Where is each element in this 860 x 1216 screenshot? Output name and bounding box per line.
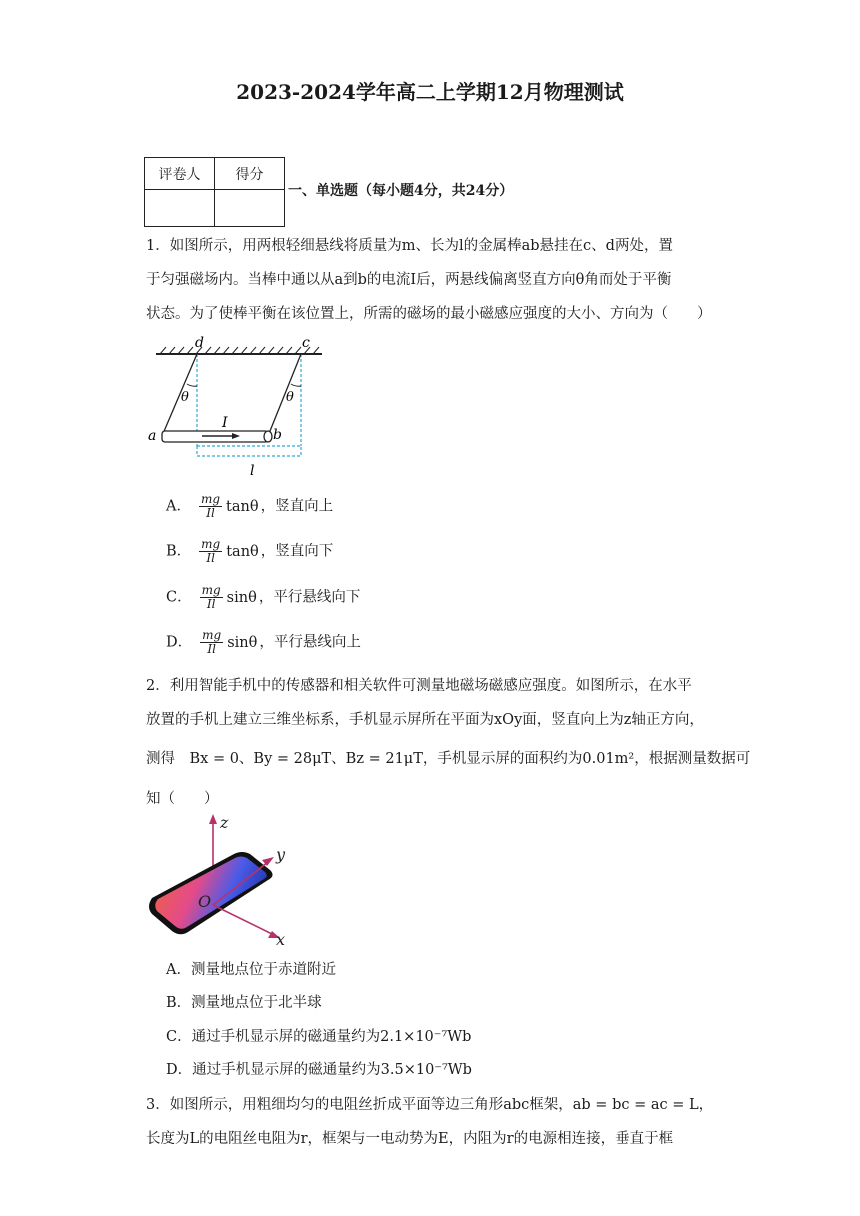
thread-right bbox=[268, 354, 301, 436]
option-label: C． bbox=[166, 1029, 192, 1045]
option-text: 测量地点位于赤道附近 bbox=[190, 962, 336, 978]
score-table-score-header: 得分 bbox=[215, 158, 285, 190]
option-text: 通过手机显示屏的磁通量约为2.1×10⁻⁷Wb bbox=[191, 1029, 472, 1045]
z-arrowhead bbox=[209, 814, 217, 824]
option-label: D． bbox=[166, 634, 193, 651]
q2-option-c[interactable] bbox=[166, 1025, 471, 1046]
ceiling-hatch bbox=[160, 347, 319, 354]
label-c: c bbox=[302, 335, 310, 351]
q2-option-b[interactable] bbox=[166, 991, 322, 1012]
option-label: C． bbox=[166, 589, 192, 606]
q1-option-d[interactable] bbox=[166, 629, 361, 656]
fraction: $\frac{mg}{Il}$ bbox=[201, 537, 221, 565]
q1-option-a[interactable] bbox=[166, 493, 333, 520]
label-z: z bbox=[220, 813, 229, 832]
option-text: ，竖直向上 bbox=[260, 498, 334, 515]
score-table-grader-cell bbox=[145, 190, 215, 227]
q3-line-2: 长度为L的电阻丝电阻为r，框架与一电动势为E，内阻为r的电源相连接，垂直于框 bbox=[146, 1131, 674, 1147]
trig-function: tanθ bbox=[226, 498, 259, 515]
option-text: ，平行悬线向下 bbox=[258, 589, 361, 606]
label-O: O bbox=[198, 892, 212, 911]
option-text: ，平行悬线向上 bbox=[259, 634, 361, 651]
q2-line-1: 2．利用智能手机中的传感器和相关软件可测量地磁场磁感应强度。如图所示，在水平 bbox=[146, 678, 692, 694]
option-text: ，竖直向下 bbox=[260, 543, 334, 560]
score-table bbox=[144, 157, 285, 227]
q1-line-2: 于匀强磁场内。当棒中通以从a到b的电流I后，两悬线偏离竖直方向θ角而处于平衡 bbox=[146, 272, 672, 288]
fraction: $\frac{mg}{Il}$ bbox=[202, 628, 222, 656]
q1-line-1: 1．如图所示，用两根轻细悬线将质量为m、长为l的金属棒ab悬挂在c、d两处，置 bbox=[146, 238, 673, 254]
rod-end bbox=[264, 431, 272, 442]
q1-line-3: 状态。为了使棒平衡在该位置上，所需的磁场的最小磁感应强度的大小、方向为（ ） bbox=[146, 306, 712, 322]
label-a: a bbox=[148, 428, 157, 444]
q1-figure bbox=[140, 334, 340, 484]
option-label: B． bbox=[166, 543, 192, 560]
trig-function: sinθ bbox=[226, 589, 257, 606]
label-x: x bbox=[276, 930, 286, 949]
option-text: 测量地点位于北半球 bbox=[191, 995, 322, 1011]
option-text: 通过手机显示屏的磁通量约为3.5×10⁻⁷Wb bbox=[192, 1062, 472, 1078]
q2-option-d[interactable] bbox=[166, 1058, 472, 1079]
option-label: A． bbox=[166, 498, 191, 515]
score-table-grader-header: 评卷人 bbox=[145, 158, 215, 190]
option-label: A． bbox=[166, 962, 191, 978]
q2-line-2: 放置的手机上建立三维坐标系，手机显示屏所在平面为xOy面，竖直向上为z轴正方向， bbox=[146, 712, 704, 728]
label-b: b bbox=[273, 427, 282, 443]
q1-option-b[interactable] bbox=[166, 538, 333, 565]
q2-line-4: 知（ ） bbox=[146, 791, 219, 807]
label-theta-left: θ bbox=[181, 390, 189, 405]
section-heading: 一、单选题（每小题4分，共24分） bbox=[288, 183, 514, 199]
option-label: D． bbox=[166, 1062, 193, 1078]
page-title: 2023-2024学年高二上学期12月物理测试 bbox=[236, 80, 624, 104]
label-l: l bbox=[250, 463, 255, 479]
q1-option-c[interactable] bbox=[166, 584, 360, 611]
angle-arc-right bbox=[291, 384, 301, 386]
fraction: $\frac{mg}{Il}$ bbox=[201, 583, 221, 611]
trig-function: tanθ bbox=[226, 543, 259, 560]
q3-line-1: 3．如图所示，用粗细均匀的电阻丝折成平面等边三角形abc框架，ab = bc = ac = L， bbox=[146, 1097, 714, 1113]
label-d: d bbox=[195, 335, 204, 351]
q2-figure bbox=[140, 810, 300, 950]
thread-left bbox=[162, 354, 197, 436]
q2-line-3: 测得 Bx = 0、By = 28μT、Bz = 21μT，手机显示屏的面积约为0.01m²，根据测量数据可 bbox=[146, 751, 751, 767]
fraction: $\frac{mg}{Il}$ bbox=[200, 492, 221, 520]
label-y: y bbox=[276, 845, 286, 864]
label-I: I bbox=[222, 415, 228, 431]
q2-option-a[interactable] bbox=[166, 958, 336, 979]
angle-arc-left bbox=[187, 384, 197, 386]
trig-function: sinθ bbox=[227, 634, 258, 651]
score-table-score-cell bbox=[215, 190, 285, 227]
label-theta-right: θ bbox=[286, 390, 294, 405]
x-axis bbox=[213, 905, 274, 935]
option-label: B． bbox=[166, 995, 192, 1011]
